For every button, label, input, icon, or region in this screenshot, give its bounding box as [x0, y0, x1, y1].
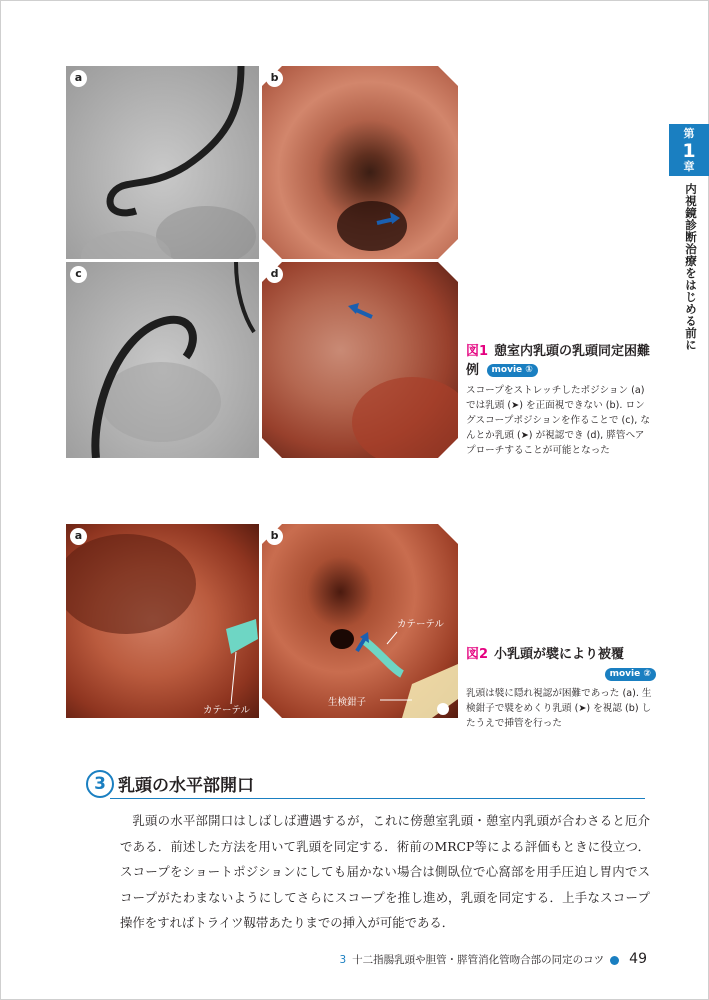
footer-chapter-number: 3	[339, 954, 347, 966]
figure2-panel-a	[66, 524, 259, 718]
figure1-label-a: a	[70, 70, 87, 87]
section-divider	[110, 798, 645, 799]
figure1-title-line	[466, 342, 651, 380]
figure1-movie-badge[interactable]: movie ①	[487, 364, 538, 377]
figure2-number: 図2	[466, 647, 489, 662]
chapter-side-title: 内視鏡診断治療をはじめる前に	[684, 183, 698, 351]
catheter-annotation-b: カテーテル	[397, 619, 445, 630]
section-number: 3	[86, 770, 114, 798]
figure2-text: 乳頭は襞に隠れ視認が困難であった (a). 生検鉗子で襞をめくり乳頭 (➤) を視認 (b) したうえで挿管を行った	[466, 688, 652, 729]
endoscopy-image-d	[262, 262, 458, 458]
chapter-label-bottom: 章	[683, 160, 695, 173]
chapter-tab	[669, 124, 709, 176]
figure1-title: 憩室内乳頭の乳頭同定困難例	[466, 344, 651, 378]
catheter-annotation-a: カテーテル	[203, 705, 251, 716]
figure2-caption	[466, 645, 656, 731]
figure2-title-line	[466, 645, 656, 664]
section-body: 乳頭の水平部開口はしばしば遭遇するが，これに傍憩室乳頭・憩室内乳頭が合わさると厄介である．前述した方法を用いて乳頭を同定する．術前のMRCP等による評価もときに役立つ．スコープをショートポジションにしても届かない場合は側臥位で心窩部を用手圧迫し胃内でスコープがたわまないようにしてさらにスコープを推し進め，乳頭を同定する．上手なスコープ操作をすればトライツ靱帯あたりまでの挿入が可能である．	[120, 813, 650, 930]
figure1-text: スコープをストレッチしたポジション (a) では乳頭 (➤) を正面視できない (b). ロングスコープポジションを作ることで (c), なんとか乳頭 (➤) が視認でき (d), 膵管へアプローチすることが可能となった	[466, 385, 650, 456]
page-number: 49	[629, 951, 647, 967]
figure2-panel-b	[262, 524, 458, 718]
figure1-panel-d	[262, 262, 458, 458]
figure1-panel-b	[262, 66, 458, 259]
figure1-label-d: d	[266, 266, 283, 283]
endoscopy-image-2a	[66, 524, 259, 718]
figure2-label-a: a	[70, 528, 87, 545]
figure2-movie-row	[466, 664, 656, 683]
figure1-label-c: c	[70, 266, 87, 283]
chapter-number: 1	[682, 140, 696, 162]
footer-dot-icon	[610, 956, 619, 965]
figure2-title: 小乳頭が襞により被覆	[494, 647, 625, 662]
footer-running-title: 十二指腸乳頭や胆管・膵管消化管吻合部の同定のコツ	[352, 954, 605, 966]
fluoroscopy-image-a	[66, 66, 259, 259]
forceps-annotation: 生検鉗子	[328, 697, 367, 708]
page-footer	[339, 951, 647, 967]
figure2-movie-badge[interactable]: movie ②	[605, 668, 656, 681]
figure1-panel-a	[66, 66, 259, 259]
fluoroscopy-image-c	[66, 262, 259, 458]
figure1-panel-c	[66, 262, 259, 458]
figure1-caption	[466, 342, 651, 458]
chapter-label-top: 第	[683, 127, 695, 140]
figure1-number: 図1	[466, 344, 489, 359]
figure1-label-b: b	[266, 70, 283, 87]
endoscopy-image-b	[262, 66, 458, 259]
figure2-label-b: b	[266, 528, 283, 545]
section-title: 乳頭の水平部開口	[118, 776, 254, 796]
